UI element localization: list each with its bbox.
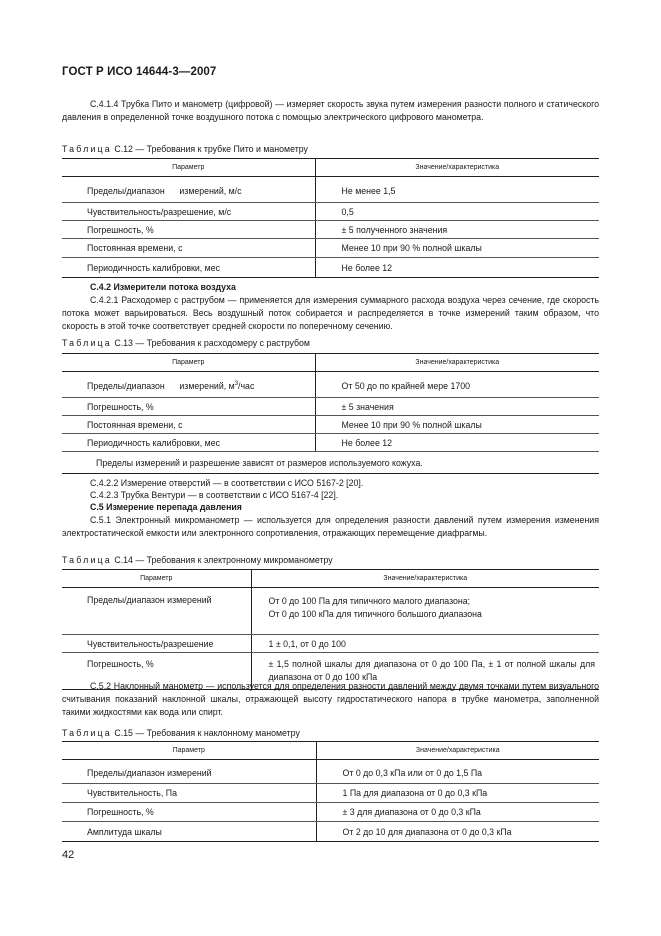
paragraph-c414: С.4.1.4 Трубка Пито и манометр (цифровой) — измеряет скорость звука путем измерения разности полного и статического давления в определенной точке воздушного потока с помощью электрического цифрового манометра. bbox=[62, 99, 599, 122]
column-header-parameter: Параметр bbox=[62, 159, 315, 177]
table-c12-caption bbox=[62, 144, 308, 154]
table-c15-caption bbox=[62, 728, 300, 738]
cell-parameter: Чувствительность/разрешение bbox=[62, 635, 251, 653]
cell-parameter: Амплитуда шкалы bbox=[87, 826, 162, 837]
cell-parameter: Пределы/диапазон измерений, $м^3$/час bbox=[62, 372, 315, 398]
cell-parameter: Погрешность, % bbox=[62, 803, 316, 822]
table-c15 bbox=[62, 741, 599, 842]
table-word: Таблица bbox=[62, 338, 112, 348]
cell-value: 1 ± 0,1, от 0 до 100 bbox=[251, 635, 599, 653]
cell-parameter: Погрешность, % bbox=[62, 221, 315, 239]
table-word: Таблица bbox=[62, 144, 112, 154]
cell-value: ± 1,5 полной шкалы для диапазона от 0 до 100 Па, ± 1 от полной шкалы для диапазона от 0 до 100 кПа bbox=[251, 653, 599, 690]
column-header-parameter: Параметр bbox=[62, 742, 316, 760]
cell-parameter: Пределы/диапазон измерений bbox=[62, 760, 316, 784]
paragraph-c52: С.5.2 Наклонный манометр — используется для определения разности давлений между двумя точками путем визуального считывания показаний наклонной шкалы, отражающей высоту гидростатического напора в трубке манометра, заполненной такими жидкостями как вода или спирт. bbox=[62, 681, 599, 717]
cell-value: 1 Па для диапазона от 0 до 0,3 кПа bbox=[316, 784, 599, 803]
table-word: Таблица bbox=[62, 555, 112, 565]
cell-parameter: Постоянная времени, с bbox=[62, 239, 315, 258]
paragraph-c421: С.4.2.1 Расходомер с раструбом — применяется для измерения суммарного расхода воздуха через сечение, где скорость потока может варьироваться. Весь воздушный поток собирается и распределяется в точке измерений таким образом, что скорость в этой точке соответствует средней скорости по поперечному сечению. bbox=[62, 295, 599, 331]
cell-value: ± 5 значения bbox=[315, 398, 599, 416]
cell-value: От 2 до 10 для диапазона от 0 до 0,3 кПа bbox=[316, 822, 599, 842]
cell-parameter: Периодичность калибровки, мес bbox=[62, 434, 315, 452]
heading-c5: С.5 Измерение перепада давления bbox=[90, 502, 242, 512]
cell-value: От 0 до 100 Па для типичного малого диапазона; От 0 до 100 кПа для типичного большого диапазона bbox=[251, 588, 599, 635]
cell-value: ± 5 полученного значения bbox=[315, 221, 599, 239]
cell-value: Менее 10 при 90 % полной шкалы bbox=[315, 239, 599, 258]
caption-text: С.15 — Требования к наклонному манометру bbox=[114, 728, 300, 738]
cell-parameter: Периодичность калибровки, мес bbox=[87, 262, 221, 273]
cell-parameter: Чувствительность/разрешение, м/с bbox=[62, 203, 315, 221]
cell-parameter: Пределы/диапазон измерений, м/с bbox=[62, 177, 315, 203]
column-header-value: Значение/характеристика bbox=[315, 159, 599, 177]
column-header-value: Значение/характеристика bbox=[316, 742, 599, 760]
column-header-value: Значение/характеристика bbox=[251, 570, 599, 588]
table-c13 bbox=[62, 353, 599, 474]
caption-text: С.13 — Требования к расходомеру с раструбом bbox=[114, 338, 310, 348]
cell-value: 0,5 bbox=[315, 203, 599, 221]
table-c14-caption bbox=[62, 555, 333, 565]
column-header-parameter: Параметр bbox=[62, 570, 251, 588]
cell-value: ± 3 для диапазона от 0 до 0,3 кПа bbox=[316, 803, 599, 822]
paragraph-c422: С.4.2.2 Измерение отверстий — в соответствии с ИСО 5167-2 [20]. bbox=[90, 478, 364, 488]
heading-c42: С.4.2 Измерители потока воздуха bbox=[90, 282, 236, 292]
cell-value: Не более 12 bbox=[315, 258, 599, 278]
cell-value: Не более 12 bbox=[315, 434, 599, 452]
cell-parameter: Чувствительность, Па bbox=[62, 784, 316, 803]
table-note: Пределы измерений и разрешение зависят от размеров используемого кожуха. bbox=[62, 452, 599, 474]
cell-parameter: Постоянная времени, с bbox=[62, 416, 315, 434]
cell-value: От 50 до по крайней мере 1700 bbox=[315, 372, 599, 398]
column-header-value: Значение/характеристика bbox=[315, 354, 599, 372]
table-word: Таблица bbox=[62, 728, 112, 738]
caption-text: С.14 — Требования к электронному микроманометру bbox=[114, 555, 333, 565]
cell-parameter: Пределы/диапазон измерений bbox=[62, 588, 251, 635]
table-c14 bbox=[62, 569, 599, 690]
page-number: 42 bbox=[62, 849, 75, 861]
table-c13-caption bbox=[62, 338, 310, 348]
cell-parameter: Погрешность, % bbox=[87, 659, 154, 669]
cell-value: От 0 до 0,3 кПа или от 0 до 1,5 Па bbox=[316, 760, 599, 784]
document-header: ГОСТ Р ИСО 14644-3—2007 bbox=[62, 66, 217, 78]
cell-value: Менее 10 при 90 % полной шкалы bbox=[315, 416, 599, 434]
column-header-parameter: Параметр bbox=[62, 354, 315, 372]
paragraph-c423: С.4.2.3 Трубка Вентури — в соответствии с ИСО 5167-4 [22]. bbox=[90, 490, 339, 500]
paragraph-c51: С.5.1 Электронный микроманометр — используется для определения разности давлений путем измерения изменения электростатической емкости или электронного сопротивления, отражающих перемещение диафрагмы. bbox=[62, 515, 599, 538]
table-c12 bbox=[62, 158, 599, 278]
caption-text: С.12 — Требования к трубке Пито и манометру bbox=[114, 144, 308, 154]
cell-value: Не менее 1,5 bbox=[315, 177, 599, 203]
cell-parameter: Погрешность, % bbox=[62, 398, 315, 416]
